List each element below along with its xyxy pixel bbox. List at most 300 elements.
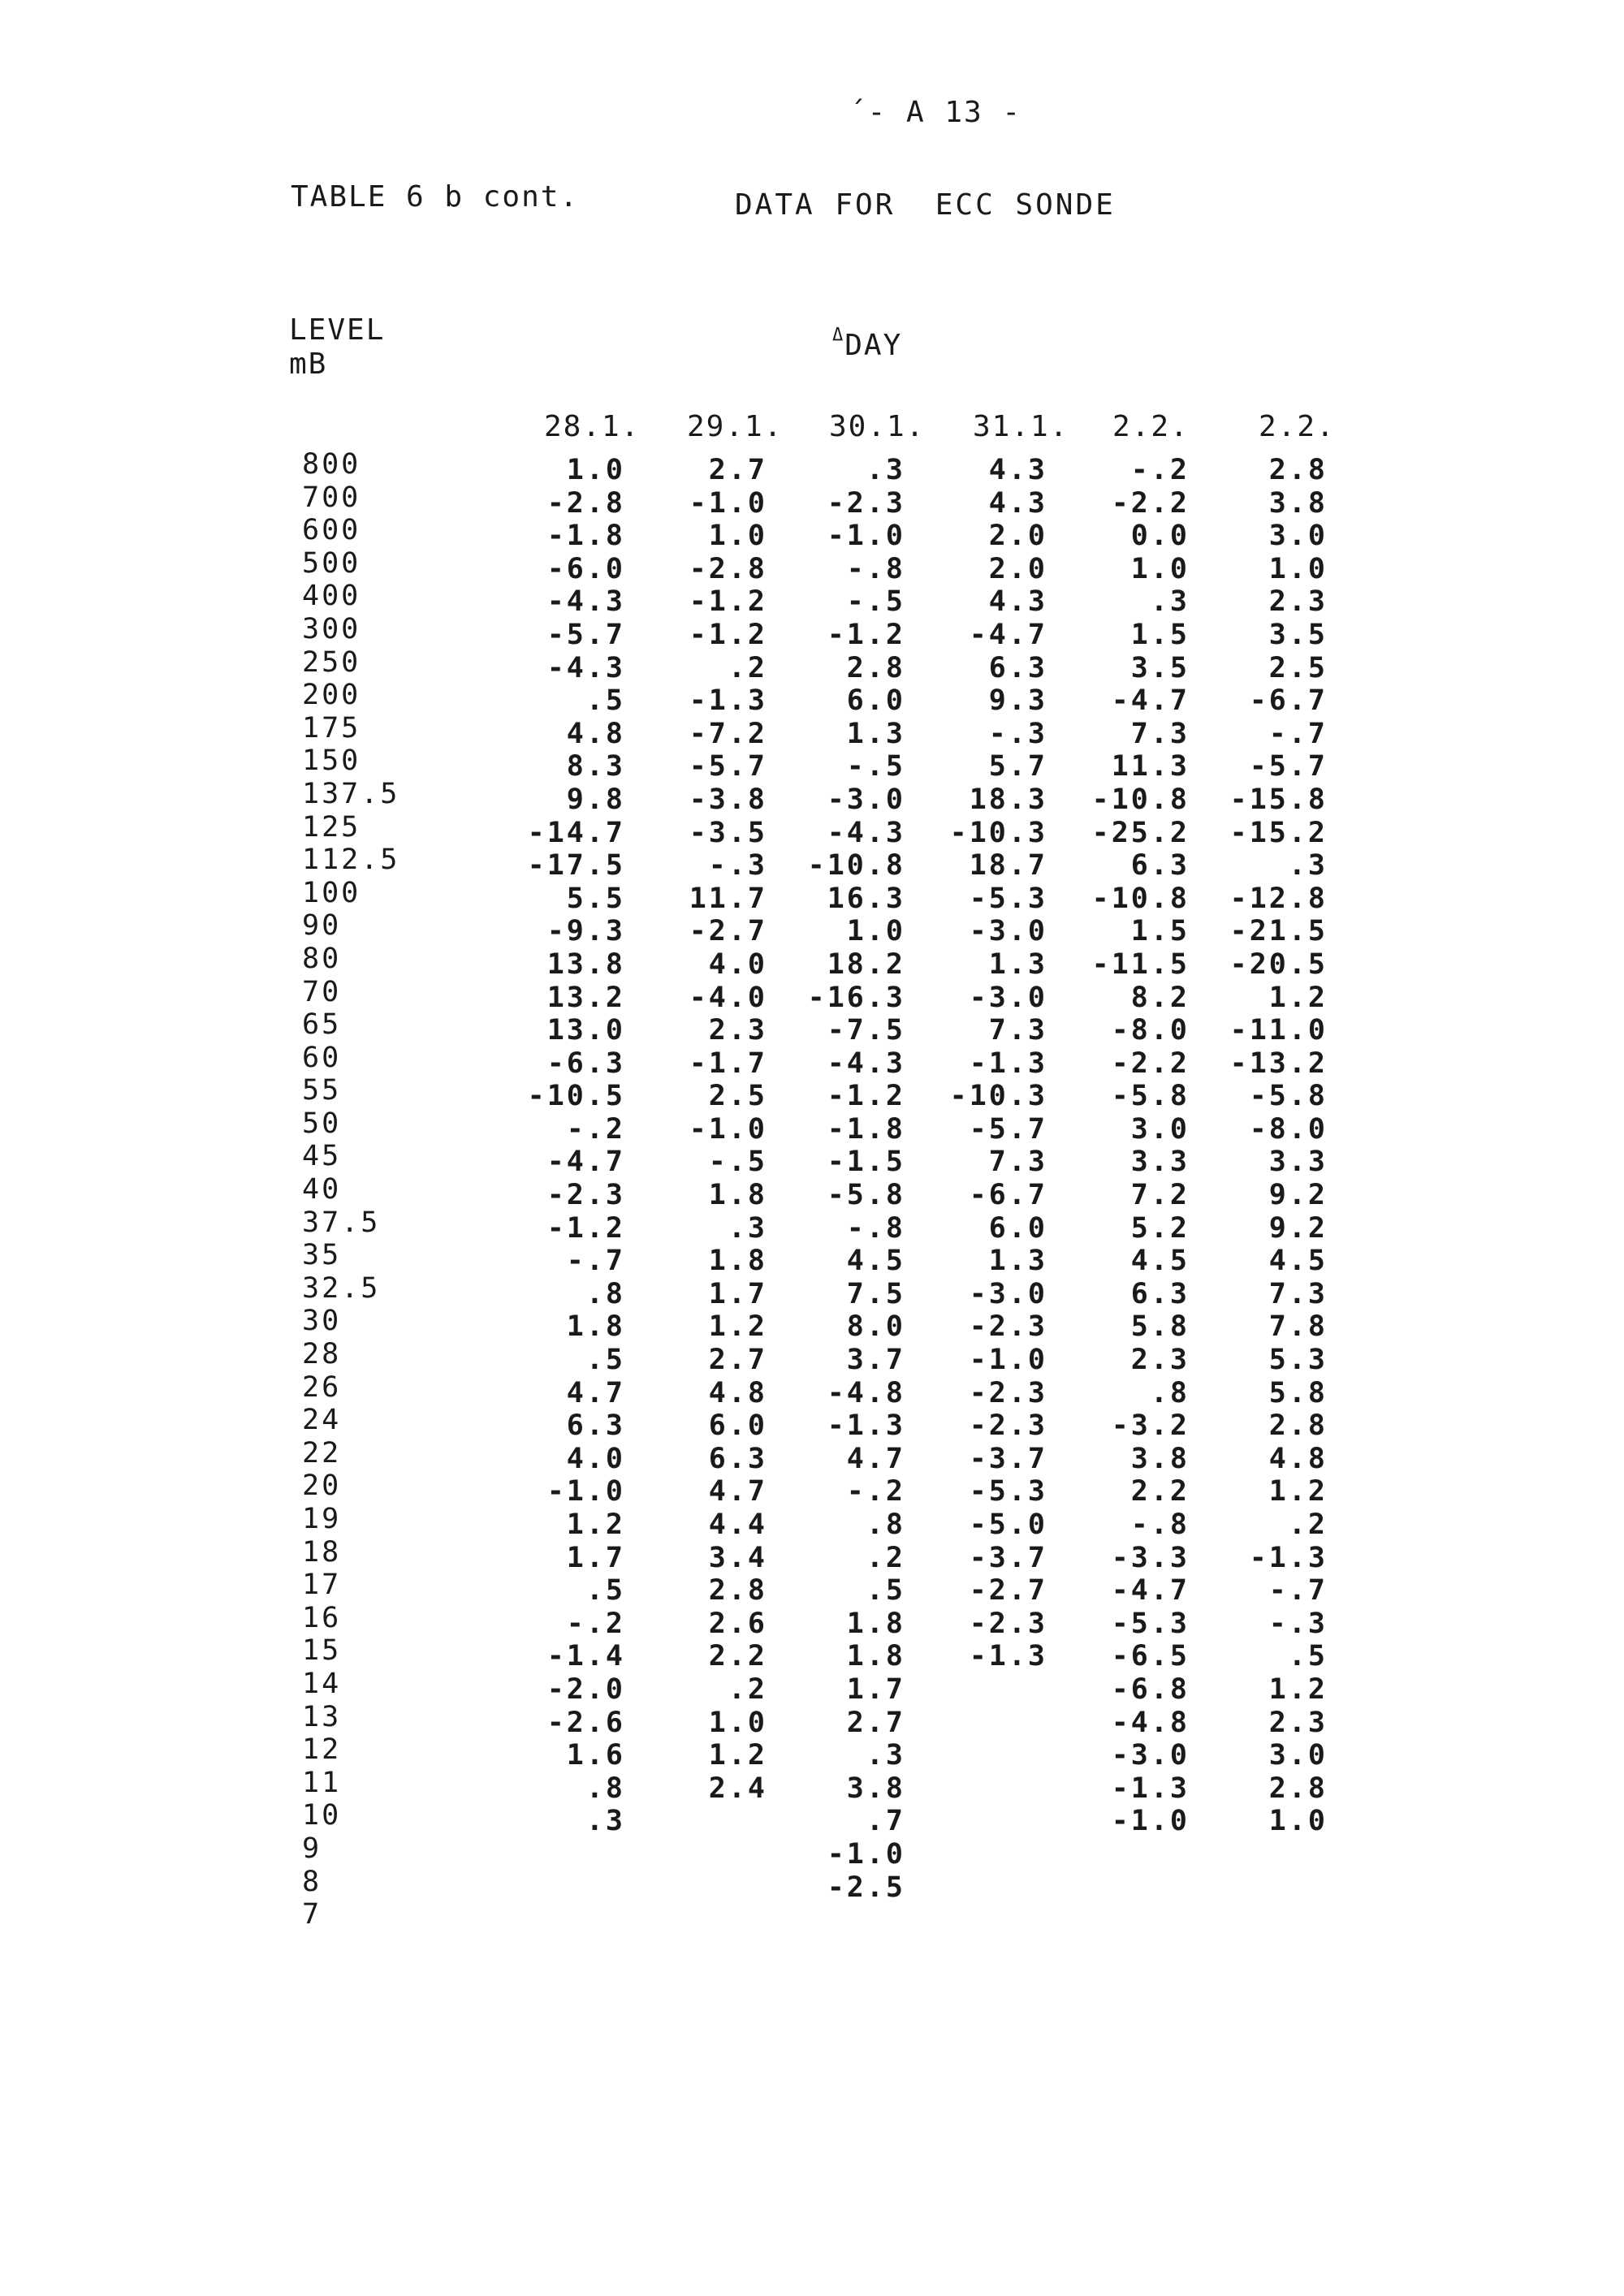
table-cell: -1.2 — [689, 618, 767, 651]
table-cell: 7.5 — [846, 1277, 905, 1310]
table-cell: -.8 — [1130, 1508, 1190, 1541]
table-cell: -8.0 — [1249, 1112, 1328, 1146]
table-cell: -2.5 — [827, 1871, 905, 1904]
table-cell: 3.5 — [1268, 618, 1328, 651]
table-cell: -.2 — [846, 1475, 905, 1508]
table-cell: 8.3 — [566, 750, 625, 783]
level-value: 19 — [302, 1503, 342, 1535]
table-cell: 1.5 — [1130, 915, 1190, 948]
level-value: 700 — [302, 481, 361, 514]
table-cell: 13.0 — [546, 1014, 625, 1047]
level-value: 20 — [302, 1470, 342, 1503]
table-cell: .5 — [866, 1574, 905, 1608]
table-cell: 1.0 — [708, 520, 767, 553]
table-cell: 4.3 — [988, 454, 1047, 486]
table-cell: -5.3 — [969, 882, 1047, 915]
table-cell: -1.5 — [827, 1146, 905, 1179]
table-cell: 2.0 — [988, 552, 1047, 585]
table-cell: -3.2 — [1111, 1409, 1190, 1443]
table-cell: 1.3 — [846, 717, 905, 750]
table-cell: -5.8 — [827, 1179, 905, 1212]
table-cell: 2.8 — [1268, 1409, 1328, 1443]
table-cell: 1.5 — [1130, 618, 1190, 651]
table-cell: 4.5 — [846, 1245, 905, 1278]
table-cell: -4.7 — [1111, 1574, 1190, 1608]
table-cell: 1.7 — [708, 1277, 767, 1310]
level-value: 70 — [302, 975, 342, 1008]
table-cell: -12.8 — [1229, 882, 1328, 915]
table-cell: -11.0 — [1229, 1014, 1328, 1047]
level-value: 13 — [302, 1700, 342, 1733]
level-value: 125 — [302, 810, 361, 844]
table-cell: 7.8 — [1268, 1310, 1328, 1344]
level-value: 37.5 — [302, 1206, 381, 1239]
table-cell: 4.4 — [708, 1508, 767, 1541]
table-cell: -14.7 — [527, 816, 625, 849]
table-cell: -2.2 — [1111, 1047, 1190, 1080]
table-cell: -3.0 — [1111, 1739, 1190, 1772]
level-header-line1: LEVEL — [289, 313, 386, 347]
table-cell: -2.8 — [689, 552, 767, 585]
table-cell: .3 — [866, 454, 905, 486]
table-cell: 5.2 — [1130, 1211, 1190, 1245]
table-cell: -20.5 — [1229, 947, 1328, 981]
data-column-28-1 — [520, 454, 625, 1838]
table-cell: -1.8 — [546, 520, 625, 553]
table-cell: 3.3 — [1268, 1146, 1328, 1179]
table-cell: -21.5 — [1229, 915, 1328, 948]
table-cell: 3.0 — [1268, 520, 1328, 553]
table-cell: -1.3 — [969, 1047, 1047, 1080]
level-value: 8 — [302, 1865, 322, 1898]
data-column-30-1 — [800, 454, 905, 1904]
table-cell: 13.8 — [546, 947, 625, 981]
table-cell: -1.2 — [689, 585, 767, 619]
data-column-31-1 — [942, 454, 1047, 1673]
table-cell: -4.3 — [827, 1047, 905, 1080]
table-cell: -.2 — [1130, 454, 1190, 486]
level-value: 45 — [302, 1140, 342, 1173]
table-cell: 1.0 — [566, 454, 625, 486]
table-cell: 1.8 — [846, 1640, 905, 1673]
table-cell: 3.8 — [1130, 1442, 1190, 1475]
table-cell: -1.3 — [1249, 1541, 1328, 1574]
table-cell: 3.8 — [846, 1772, 905, 1805]
table-cell: -2.7 — [689, 915, 767, 948]
table-cell: 1.8 — [708, 1245, 767, 1278]
table-cell: -4.3 — [827, 816, 905, 849]
table-cell: -2.3 — [969, 1310, 1047, 1344]
level-value: 150 — [302, 744, 361, 778]
level-value: 7 — [302, 1898, 322, 1931]
level-value: 18 — [302, 1535, 342, 1569]
table-cell: -10.5 — [527, 1080, 625, 1113]
table-cell: -1.0 — [827, 1837, 905, 1871]
level-value: 16 — [302, 1601, 342, 1634]
table-cell: -6.7 — [969, 1179, 1047, 1212]
level-value: 14 — [302, 1667, 342, 1700]
table-cell: 4.5 — [1268, 1245, 1328, 1278]
table-cell: -2.7 — [969, 1574, 1047, 1608]
table-cell: 3.5 — [1130, 651, 1190, 684]
table-cell: 5.5 — [566, 882, 625, 915]
table-cell: -.7 — [566, 1245, 625, 1278]
table-cell: 6.3 — [566, 1409, 625, 1443]
table-cell: -4.8 — [1111, 1706, 1190, 1739]
table-cell: -5.8 — [1249, 1080, 1328, 1113]
table-cell: -5.7 — [546, 618, 625, 651]
table-cell: 4.8 — [708, 1376, 767, 1409]
table-cell: 5.7 — [988, 750, 1047, 783]
data-column-2-2-b — [1222, 454, 1328, 1838]
data-column-2-2-a — [1084, 454, 1190, 1838]
table-cell: -.5 — [846, 750, 905, 783]
table-cell: 2.3 — [1268, 1706, 1328, 1739]
table-cell: 4.0 — [566, 1442, 625, 1475]
table-cell: -2.3 — [969, 1376, 1047, 1409]
table-cell: -4.8 — [827, 1376, 905, 1409]
table-cell: -4.3 — [546, 651, 625, 684]
table-cell: -4.7 — [969, 618, 1047, 651]
date-header: 29.1. — [687, 410, 784, 443]
table-cell: -5.3 — [1111, 1607, 1190, 1640]
table-cell: 4.8 — [566, 717, 625, 750]
level-value: 22 — [302, 1436, 342, 1470]
table-cell: -3.0 — [969, 981, 1047, 1014]
table-cell: 4.3 — [988, 585, 1047, 619]
table-cell: .3 — [1150, 585, 1190, 619]
table-cell: -8.0 — [1111, 1014, 1190, 1047]
table-cell: -5.7 — [1249, 750, 1328, 783]
table-cell: 1.2 — [1268, 1672, 1328, 1706]
table-cell: 6.0 — [708, 1409, 767, 1443]
table-cell: 1.0 — [1268, 552, 1328, 585]
table-cell: 5.8 — [1268, 1376, 1328, 1409]
table-cell: 11.3 — [1111, 750, 1190, 783]
table-cell: .2 — [728, 1672, 767, 1706]
table-cell: .3 — [728, 1211, 767, 1245]
table-cell: 6.3 — [1130, 1277, 1190, 1310]
level-value: 800 — [302, 448, 361, 481]
table-cell: -10.8 — [807, 849, 905, 883]
table-cell: -.8 — [846, 552, 905, 585]
table-cell: 7.3 — [988, 1146, 1047, 1179]
level-value: 90 — [302, 909, 342, 943]
table-cell: -3.0 — [969, 915, 1047, 948]
level-column — [302, 448, 400, 1931]
table-cell: 1.0 — [708, 1706, 767, 1739]
level-value: 26 — [302, 1370, 342, 1404]
table-cell: 2.3 — [1130, 1344, 1190, 1377]
table-cell: -4.7 — [546, 1146, 625, 1179]
table-cell: -1.0 — [546, 1475, 625, 1508]
table-cell: -1.2 — [827, 618, 905, 651]
table-cell: 6.0 — [846, 684, 905, 718]
table-cell: 18.2 — [827, 947, 905, 981]
level-value: 250 — [302, 645, 361, 679]
table-cell: 2.5 — [708, 1080, 767, 1113]
table-cell: 2.4 — [708, 1772, 767, 1805]
table-cell: -.7 — [1268, 1574, 1328, 1608]
table-cell: 2.2 — [1130, 1475, 1190, 1508]
level-value: 17 — [302, 1569, 342, 1602]
table-cell: -2.3 — [969, 1409, 1047, 1443]
table-cell: -6.7 — [1249, 684, 1328, 718]
delta-symbol: Δ — [832, 325, 845, 345]
table-cell: .8 — [866, 1508, 905, 1541]
table-cell: -5.8 — [1111, 1080, 1190, 1113]
date-header: 2.2. — [1259, 410, 1336, 443]
table-cell: -5.3 — [969, 1475, 1047, 1508]
table-cell: 18.7 — [969, 849, 1047, 883]
level-value: 300 — [302, 612, 361, 645]
level-value: 100 — [302, 876, 361, 909]
table-cell: -2.6 — [546, 1706, 625, 1739]
table-cell: -4.7 — [1111, 684, 1190, 718]
table-cell: -1.0 — [689, 486, 767, 520]
table-cell: 4.7 — [566, 1376, 625, 1409]
table-cell: -.8 — [846, 1211, 905, 1245]
table-cell: .7 — [866, 1805, 905, 1838]
level-header — [289, 313, 385, 382]
table-cell: -.3 — [708, 849, 767, 883]
table-cell: -16.3 — [807, 981, 905, 1014]
table-cell: .8 — [1150, 1376, 1190, 1409]
level-value: 12 — [302, 1733, 342, 1767]
table-cell: 3.0 — [1268, 1739, 1328, 1772]
table-cell: -3.8 — [689, 783, 767, 816]
table-cell: -.3 — [1268, 1607, 1328, 1640]
table-cell: 1.8 — [708, 1179, 767, 1212]
level-value: 500 — [302, 546, 361, 580]
table-cell: -.2 — [566, 1112, 625, 1146]
table-cell: -1.0 — [969, 1344, 1047, 1377]
table-cell: -1.3 — [1111, 1772, 1190, 1805]
table-cell: 3.4 — [708, 1541, 767, 1574]
level-value: 65 — [302, 1008, 342, 1042]
level-value: 10 — [302, 1799, 342, 1832]
table-cell: 3.8 — [1268, 486, 1328, 520]
level-value: 200 — [302, 679, 361, 712]
table-cell: -5.0 — [969, 1508, 1047, 1541]
level-value: 28 — [302, 1338, 342, 1371]
table-cell: -10.8 — [1091, 882, 1190, 915]
table-cell: 5.3 — [1268, 1344, 1328, 1377]
table-cell: 9.2 — [1268, 1179, 1328, 1212]
table-cell: .2 — [866, 1541, 905, 1574]
table-cell: -2.3 — [827, 486, 905, 520]
table-cell: -.7 — [1268, 717, 1328, 750]
table-cell: 9.8 — [566, 783, 625, 816]
table-cell: 6.3 — [988, 651, 1047, 684]
table-cell: -5.7 — [689, 750, 767, 783]
table-cell: 2.5 — [1268, 651, 1328, 684]
table-cell: -4.3 — [546, 585, 625, 619]
table-cell: -6.3 — [546, 1047, 625, 1080]
day-header-label: DAY — [844, 329, 903, 362]
table-cell: .8 — [585, 1277, 625, 1310]
table-cell: 7.3 — [988, 1014, 1047, 1047]
table-cell: -2.3 — [969, 1607, 1047, 1640]
level-value: 32.5 — [302, 1271, 381, 1305]
table-cell: 7.3 — [1268, 1277, 1328, 1310]
table-cell: -.5 — [708, 1146, 767, 1179]
table-cell: .5 — [585, 684, 625, 718]
table-cell: 4.7 — [708, 1475, 767, 1508]
table-cell: 2.0 — [988, 520, 1047, 553]
table-cell: -2.0 — [546, 1672, 625, 1706]
table-cell: -15.2 — [1229, 816, 1328, 849]
table-cell: 4.5 — [1130, 1245, 1190, 1278]
table-cell: 16.3 — [827, 882, 905, 915]
level-value: 600 — [302, 514, 361, 547]
date-header: 2.2. — [1112, 410, 1190, 443]
level-value: 60 — [302, 1041, 342, 1074]
table-cell: .3 — [585, 1805, 625, 1838]
table-cell: -1.8 — [827, 1112, 905, 1146]
table-cell: -.5 — [846, 585, 905, 619]
table-cell: 1.0 — [1268, 1805, 1328, 1838]
table-cell: -.2 — [566, 1607, 625, 1640]
table-cell: 2.6 — [708, 1607, 767, 1640]
table-cell: 2.8 — [1268, 1772, 1328, 1805]
table-cell: -1.7 — [689, 1047, 767, 1080]
table-cell: -9.3 — [546, 915, 625, 948]
table-cell: -2.2 — [1111, 486, 1190, 520]
table-cell: 2.7 — [846, 1706, 905, 1739]
table-cell: 1.0 — [846, 915, 905, 948]
table-cell: -6.0 — [546, 552, 625, 585]
table-cell: -1.2 — [546, 1211, 625, 1245]
table-caption: TABLE 6 b cont. — [291, 180, 580, 214]
table-cell: 3.7 — [846, 1344, 905, 1377]
table-cell: 1.2 — [1268, 981, 1328, 1014]
table-cell: 2.7 — [708, 454, 767, 486]
table-cell: .2 — [728, 651, 767, 684]
table-cell: -10.3 — [949, 816, 1047, 849]
table-cell: 4.8 — [1268, 1442, 1328, 1475]
data-column-29-1 — [662, 454, 767, 1805]
table-cell: -2.8 — [546, 486, 625, 520]
level-value: 55 — [302, 1074, 342, 1107]
table-cell: -1.3 — [969, 1640, 1047, 1673]
level-header-unit: mB — [289, 347, 328, 381]
table-cell: 18.3 — [969, 783, 1047, 816]
table-cell: 2.3 — [1268, 585, 1328, 619]
table-cell: 1.7 — [846, 1672, 905, 1706]
table-cell: -6.8 — [1111, 1672, 1190, 1706]
level-value: 50 — [302, 1107, 342, 1140]
table-cell: .5 — [1288, 1640, 1328, 1673]
table-cell: 4.3 — [988, 486, 1047, 520]
table-cell: 8.0 — [846, 1310, 905, 1344]
table-cell: -1.3 — [689, 684, 767, 718]
table-cell: -15.8 — [1229, 783, 1328, 816]
table-cell: 1.6 — [566, 1739, 625, 1772]
date-header: 31.1. — [973, 410, 1069, 443]
page-number: ´- A 13 - — [849, 96, 1022, 129]
table-cell: -3.3 — [1111, 1541, 1190, 1574]
table-cell: 1.0 — [1130, 552, 1190, 585]
table-cell: -11.5 — [1091, 947, 1190, 981]
table-cell: .5 — [585, 1574, 625, 1608]
table-cell: -17.5 — [527, 849, 625, 883]
table-cell: .3 — [1288, 849, 1328, 883]
table-cell: 9.2 — [1268, 1211, 1328, 1245]
level-value: 40 — [302, 1173, 342, 1206]
table-cell: 3.3 — [1130, 1146, 1190, 1179]
level-value: 35 — [302, 1239, 342, 1272]
table-cell: -7.5 — [827, 1014, 905, 1047]
level-value: 9 — [302, 1832, 322, 1865]
table-cell: 3.0 — [1130, 1112, 1190, 1146]
table-cell: -1.2 — [827, 1080, 905, 1113]
table-cell: 0.0 — [1130, 520, 1190, 553]
table-title: DATA FOR ECC SONDE — [735, 188, 1116, 222]
date-header: 28.1. — [544, 410, 641, 443]
table-cell: -6.5 — [1111, 1640, 1190, 1673]
table-cell: 1.8 — [846, 1607, 905, 1640]
table-cell: -1.0 — [689, 1112, 767, 1146]
table-cell: 1.2 — [708, 1310, 767, 1344]
day-header — [832, 325, 902, 362]
table-cell: 7.3 — [1130, 717, 1190, 750]
date-header: 30.1. — [829, 410, 926, 443]
table-cell: 2.2 — [708, 1640, 767, 1673]
table-cell: 1.7 — [566, 1541, 625, 1574]
table-cell: 11.7 — [689, 882, 767, 915]
level-value: 137.5 — [302, 777, 400, 810]
level-value: 30 — [302, 1305, 342, 1338]
table-cell: .5 — [585, 1344, 625, 1377]
level-value: 112.5 — [302, 844, 400, 877]
table-cell: -7.2 — [689, 717, 767, 750]
table-cell: -1.0 — [1111, 1805, 1190, 1838]
table-cell: 2.8 — [1268, 454, 1328, 486]
table-cell: 2.7 — [708, 1344, 767, 1377]
level-value: 175 — [302, 711, 361, 744]
table-cell: 2.8 — [708, 1574, 767, 1608]
table-cell: 6.3 — [708, 1442, 767, 1475]
table-cell: -5.7 — [969, 1112, 1047, 1146]
table-cell: .8 — [585, 1772, 625, 1805]
table-cell: 1.3 — [988, 1245, 1047, 1278]
table-cell: .3 — [866, 1739, 905, 1772]
level-value: 11 — [302, 1766, 342, 1799]
table-cell: -10.3 — [949, 1080, 1047, 1113]
table-cell: 4.7 — [846, 1442, 905, 1475]
table-cell: -4.0 — [689, 981, 767, 1014]
table-cell: 13.2 — [546, 981, 625, 1014]
table-cell: .2 — [1288, 1508, 1328, 1541]
table-cell: 2.8 — [846, 651, 905, 684]
table-cell: 5.8 — [1130, 1310, 1190, 1344]
table-cell: -3.5 — [689, 816, 767, 849]
table-cell: -10.8 — [1091, 783, 1190, 816]
level-value: 24 — [302, 1404, 342, 1437]
level-value: 15 — [302, 1634, 342, 1668]
table-cell: -1.0 — [827, 520, 905, 553]
table-cell: -3.7 — [969, 1442, 1047, 1475]
table-cell: -25.2 — [1091, 816, 1190, 849]
table-cell: -13.2 — [1229, 1047, 1328, 1080]
table-cell: -3.7 — [969, 1541, 1047, 1574]
table-cell: 1.3 — [988, 947, 1047, 981]
table-cell: 9.3 — [988, 684, 1047, 718]
table-cell: -.3 — [988, 717, 1047, 750]
table-cell: -2.3 — [546, 1179, 625, 1212]
table-cell: 7.2 — [1130, 1179, 1190, 1212]
